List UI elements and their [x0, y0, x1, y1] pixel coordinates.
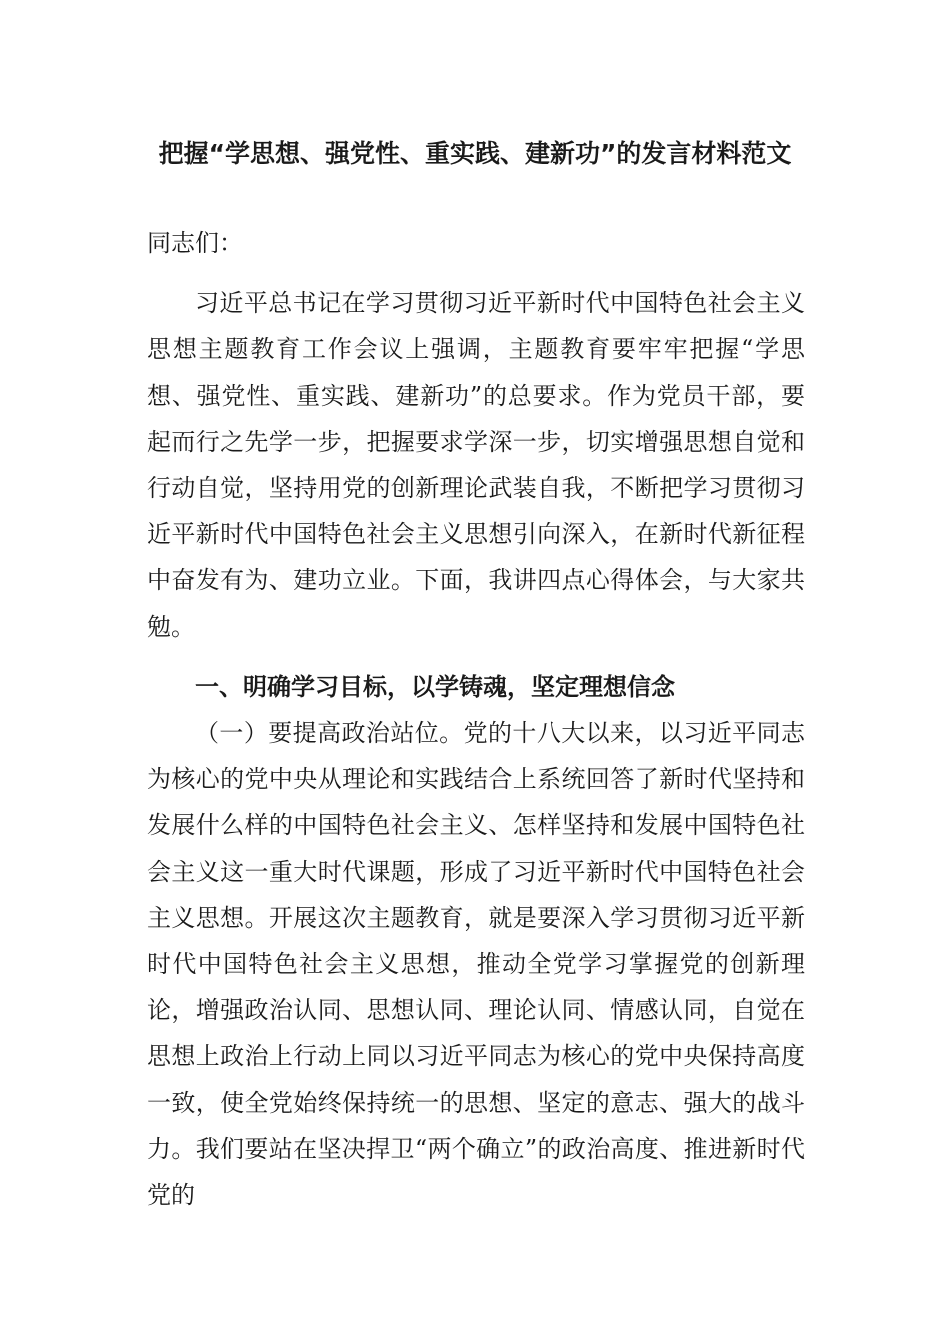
document-title: 把握“学思想、强党性、重实践、建新功”的发言材料范文 — [158, 139, 792, 168]
document-body — [147, 220, 805, 1218]
intro-paragraph: 习近平总书记在学习贯彻习近平新时代中国特色社会主义思想主题教育工作会议上强调，主题教育要牢牢把握“学思想、强党性、重实践、建新功”的总要求。作为党员干部，要起而行之先学一步，把握要求学深一步，切实增强思想自觉和行动自觉，坚持用党的创新理论武装自我，不断把学习贯彻习近平新时代中国特色社会主义思想引向深入，在新时代新征程中奋发有为、建功立业。下面，我讲四点心得体会，与大家共勉。 — [147, 289, 805, 641]
section-heading-1: 一、明确学习目标，以学铸魂，坚定理想信念 — [195, 672, 675, 701]
salutation: 同志们： — [147, 229, 243, 257]
section-1-paragraph-1: （一）要提高政治站位。党的十八大以来，以习近平同志为核心的党中央从理论和实践结合上系统回答了新时代坚持和发展什么样的中国特色社会主义、怎样坚持和发展中国特色社会主义这一重大时代课题，形成了习近平新时代中国特色社会主义思想。开展这次主题教育，就是要深入学习贯彻习近平新时代中国特色社会主义思想，推动全党学习掌握党的创新理论，增强政治认同、思想认同、理论认同、情感认同，自觉在思想上政治上行动上同以习近平同志为核心的党中央保持高度一致，使全党始终保持统一的思想、坚定的意志、强大的战斗力。我们要站在坚决捍卫“两个确立”的政治高度、推进新时代党的 — [147, 719, 805, 1210]
